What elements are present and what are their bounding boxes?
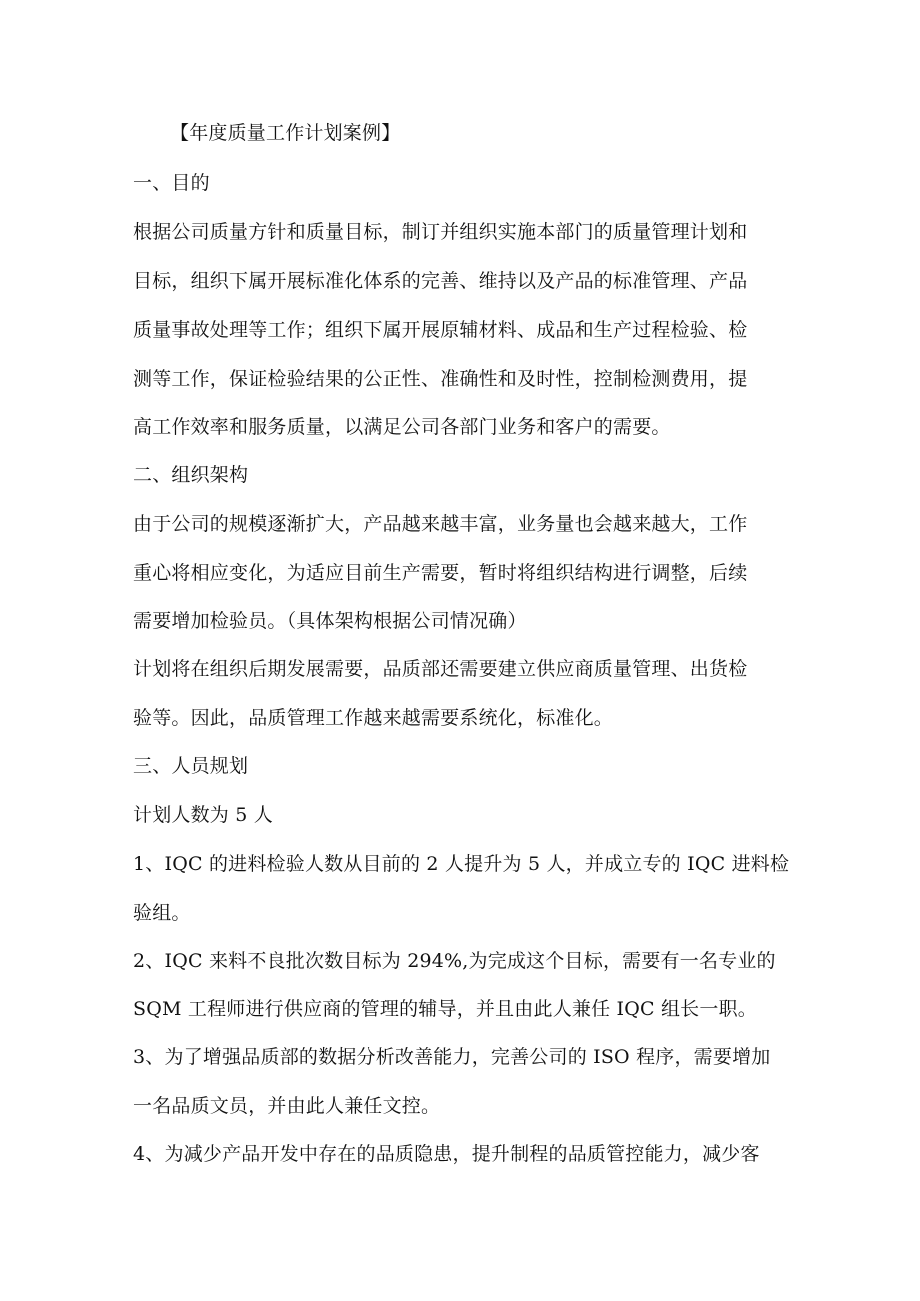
paragraph-line: 验等。因此，品质管理工作越来越需要系统化，标准化。 xyxy=(133,707,614,729)
paragraph-line: 由于公司的规模逐渐扩大，产品越来越丰富，业务量也会越来越大，工作 xyxy=(133,513,748,535)
paragraph-line: 质量事故处理等工作；组织下属开展原辅材料、成品和生产过程检验、检 xyxy=(133,319,748,341)
list-item-line: 3、为了增强品质部的数据分析改善能力，完善公司的 ISO 程序，需要增加 xyxy=(133,1046,771,1068)
list-item-line: 验组。 xyxy=(133,902,191,924)
paragraph-line: 测等工作，保证检验结果的公正性、准确性和及时性，控制检测费用，提 xyxy=(133,368,748,390)
section-heading-organization: 二、组织架构 xyxy=(133,464,249,486)
list-item-line: 一名品质文员，并由此人兼任文控。 xyxy=(133,1095,441,1117)
paragraph-line: 高工作效率和服务质量，以满足公司各部门业务和客户的需要。 xyxy=(133,416,671,438)
list-item-line: SQM 工程师进行供应商的管理的辅导，并且由此人兼任 IQC 组长一职。 xyxy=(133,998,757,1020)
paragraph-line: 计划人数为 5 人 xyxy=(133,804,273,826)
list-item-line: 1、IQC 的进料检验人数从目前的 2 人提升为 5 人，并成立专的 IQC 进料检 xyxy=(133,853,790,875)
document-title: 【年度质量工作计划案例】 xyxy=(170,122,401,144)
paragraph-line: 目标，组织下属开展标准化体系的完善、维持以及产品的标准管理、产品 xyxy=(133,270,748,292)
section-heading-purpose: 一、目的 xyxy=(133,172,210,194)
paragraph-line: 计划将在组织后期发展需要，品质部还需要建立供应商质量管理、出货检 xyxy=(133,658,748,680)
list-item-line: 4、为减少产品开发中存在的品质隐患，提升制程的品质管控能力，减少客 xyxy=(133,1143,760,1165)
paragraph-line: 重心将相应变化，为适应目前生产需要，暂时将组织结构进行调整，后续 xyxy=(133,562,748,584)
paragraph-line: 需要增加检验员。（具体架构根据公司情况确） xyxy=(133,610,527,632)
list-item-line: 2、IQC 来料不良批次数目标为 294%,为完成这个目标，需要有一名专业的 xyxy=(133,950,776,972)
paragraph-line: 根据公司质量方针和质量目标，制订并组织实施本部门的质量管理计划和 xyxy=(133,221,748,243)
section-heading-staffing: 三、人员规划 xyxy=(133,755,249,777)
